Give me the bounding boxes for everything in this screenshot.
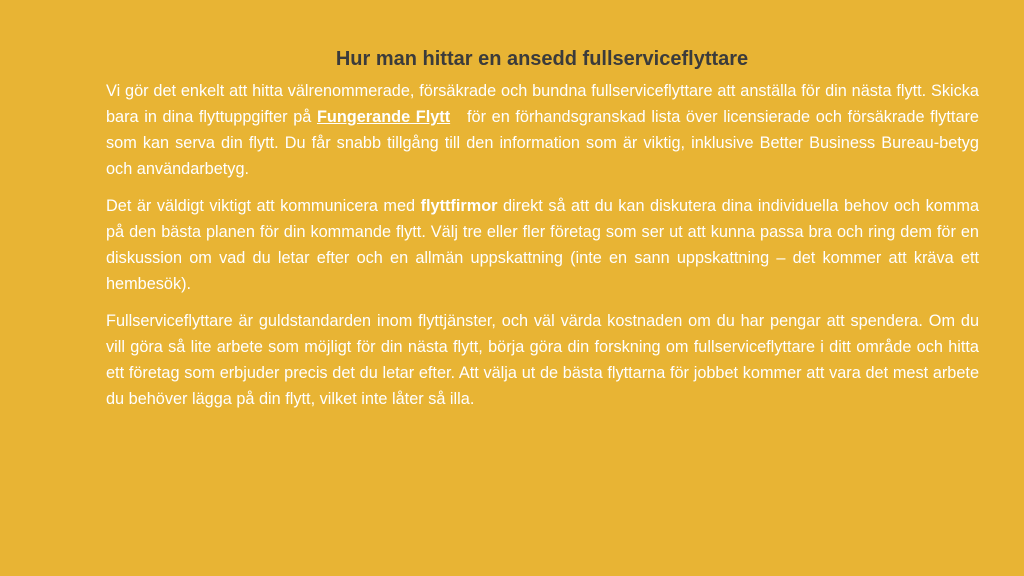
fungerande-flytt-link[interactable]: Fungerande Flytt — [316, 108, 451, 126]
paragraph-1-text-after-link: för en förhandsgranskad lista över licensierade och försäkrade flyttare som kan serva din flytt. Du får snabb tillgång till den information som är viktig, inklusive Better Business Bureau-betyg och användarbetyg. — [106, 108, 984, 178]
paragraph-2-text-after-bold: direkt så att du kan diskutera dina individuella behov och komma på den bästa planen för din kommande flytt. Välj tre eller fler företag som ser ut att kunna passa bra och ring dem för en diskussion om vad du letar efter och en allmän uppskattning (inte en sann uppskattning – det kommer att kräva ett hembesök). — [106, 197, 979, 293]
paragraph-2 — [106, 193, 979, 297]
paragraph-1 — [106, 78, 984, 182]
paragraph-2-text-before-bold: Det är väldigt viktigt att kommunicera med — [106, 197, 421, 215]
page-title: Hur man hittar en ansedd fullserviceflyttare — [335, 48, 749, 70]
flyttfirmor-bold-text: flyttfirmor — [420, 197, 498, 215]
body-text — [106, 78, 984, 423]
paragraph-3 — [106, 308, 979, 412]
paragraph-3-text: Fullserviceflyttare är guldstandarden inom flyttjänster, och väl värda kostnaden om du har pengar att spendera. Om du vill göra så lite arbete som möjligt för din nästa flytt, börja göra din forskning om fullserviceflyttare i ditt område och hitta ett företag som erbjuder precis det du letar efter. Att välja ut de bästa flyttarna för jobbet kommer att vara det mest arbete du behöver lägga på din flytt, vilket inte låter så illa. — [106, 312, 979, 408]
paragraph-1-text-before-link: Vi gör det enkelt att hitta välrenommerade, försäkrade och bundna fullserviceflyttare att anställa för din nästa flytt. Skicka bara in dina flyttuppgifter på — [106, 82, 979, 126]
